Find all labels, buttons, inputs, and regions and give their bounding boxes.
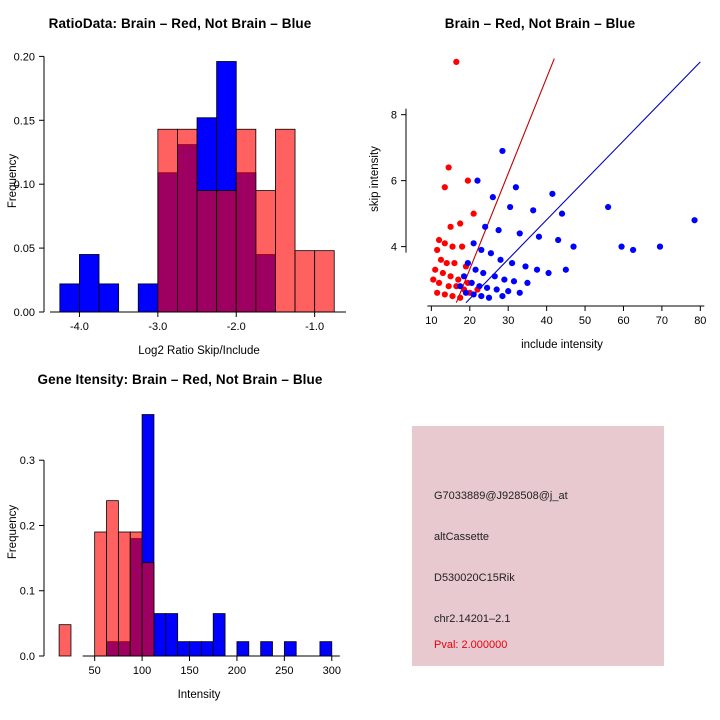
svg-text:0.00: 0.00 [13,307,35,319]
gene-intensity-histogram-plot [0,372,360,720]
panel-gene-histogram [0,372,360,720]
svg-text:150: 150 [180,665,199,677]
svg-text:Intensity: Intensity [177,689,221,701]
svg-text:80: 80 [694,315,707,327]
svg-text:250: 250 [275,665,294,677]
info-pval: Pval: 2.000000 [434,639,508,651]
svg-text:20: 20 [463,315,476,327]
svg-text:Frequency: Frequency [7,153,19,209]
svg-text:50: 50 [88,665,101,677]
svg-text:4: 4 [390,241,397,254]
info-box [412,426,664,666]
svg-text:0.10: 0.10 [13,179,35,192]
svg-text:-4.0: -4.0 [69,321,89,333]
panel-ratio-histogram [0,16,360,366]
svg-text:70: 70 [655,315,669,327]
info-gene-name: D530020C15Rik [434,572,515,584]
svg-text:0.20: 0.20 [13,51,35,64]
scatter-title: Brain – Red, Not Brain – Blue [444,16,636,31]
panel-info [360,372,720,720]
svg-text:10: 10 [425,315,438,327]
svg-text:Log2 Ratio Skip/Include: Log2 Ratio Skip/Include [138,345,260,357]
svg-text:0.15: 0.15 [13,115,35,128]
svg-text:30: 30 [502,315,515,327]
gene-histogram-title: Gene Itensity: Brain – Red, Not Brain – Blue [37,372,323,387]
svg-text:100: 100 [132,665,152,677]
svg-text:200: 200 [227,665,247,677]
svg-text:0.1: 0.1 [19,585,35,598]
panel-intensity-scatter [360,16,720,366]
svg-text:40: 40 [540,315,553,327]
svg-text:8: 8 [390,109,397,122]
svg-text:0.0: 0.0 [19,651,35,663]
svg-text:skip intensity: skip intensity [369,146,381,212]
svg-text:-2.0: -2.0 [226,321,246,333]
svg-text:300: 300 [322,665,341,677]
svg-text:0.05: 0.05 [13,243,35,256]
svg-text:-3.0: -3.0 [148,321,168,333]
svg-text:6: 6 [390,175,397,188]
svg-text:60: 60 [617,315,630,327]
svg-text:-1.0: -1.0 [305,321,325,333]
ratio-histogram-title: RatioData: Brain – Red, Not Brain – Blue [48,16,312,31]
info-locus: chr2.14201–2.1 [434,613,511,625]
svg-text:include intensity: include intensity [521,339,603,351]
svg-text:0.3: 0.3 [19,455,35,468]
info-probe-id: G7033889@J928508@j_at [434,490,568,502]
ratio-histogram-plot [0,16,360,366]
svg-text:0.2: 0.2 [19,520,35,533]
intensity-scatter-plot [360,16,720,366]
svg-text:50: 50 [578,315,592,327]
svg-text:Frequency: Frequency [7,504,19,560]
info-event-type: altCassette [434,531,490,543]
